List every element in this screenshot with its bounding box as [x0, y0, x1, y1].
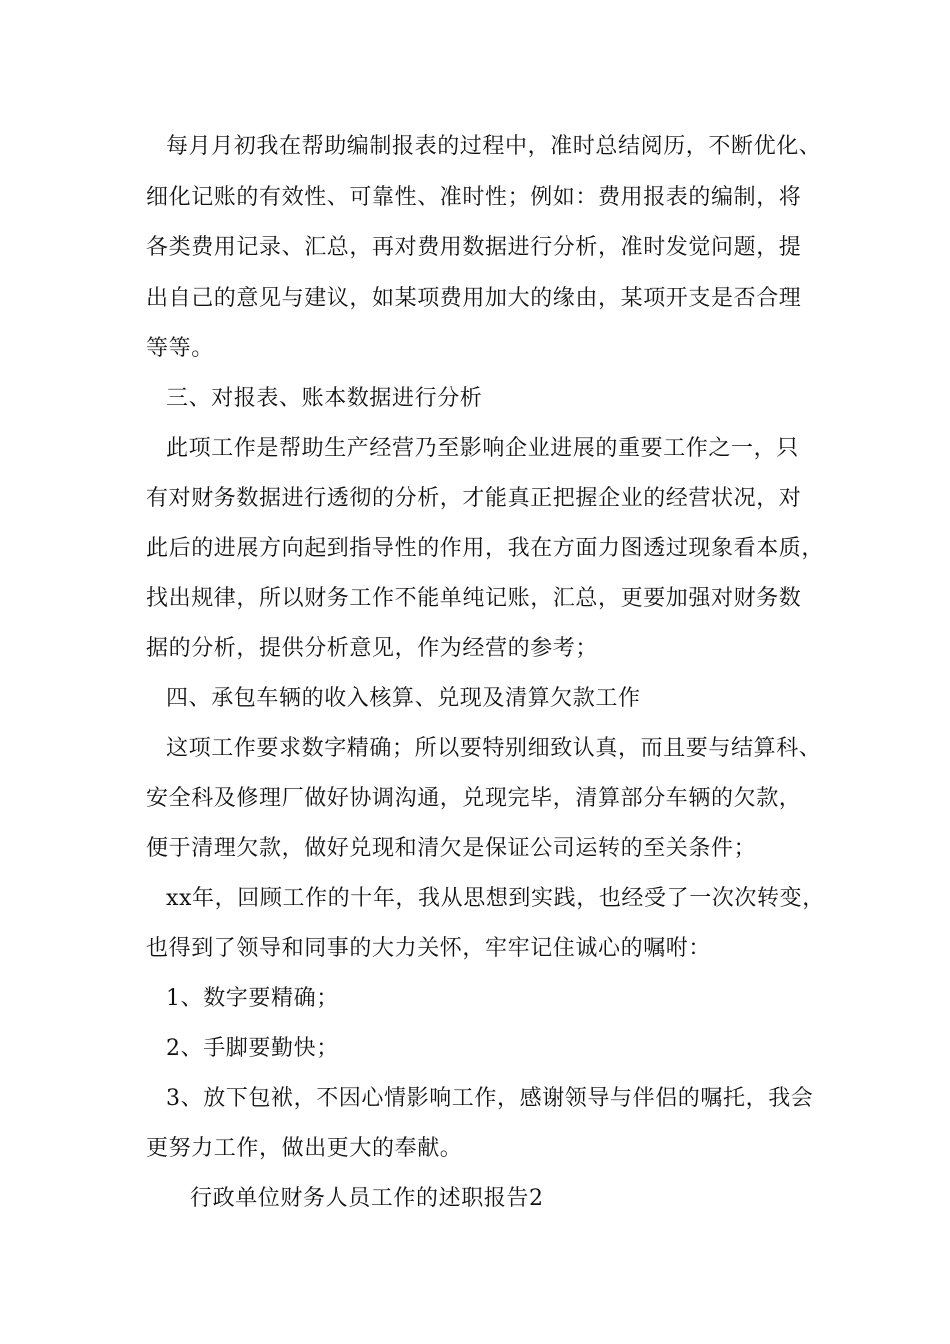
paragraph-line: 出自己的意见与建议，如某项费用加大的缘由，某项开支是否合理: [146, 286, 802, 311]
paragraph-line: 此后的进展方向起到指导性的作用，我在方面力图透过现象看本质，: [146, 536, 825, 561]
paragraph-line: 便于清理欠款，做好兑现和清欠是保证公司运转的至关条件；: [146, 836, 757, 861]
paragraph-line: 有对财务数据进行透彻的分析，才能真正把握企业的经营状况，对: [146, 486, 802, 511]
report-title: 行政单位财务人员工作的述职报告2: [190, 1186, 544, 1211]
paragraph-line: 找出规律，所以财务工作不能单纯记账，汇总，更要加强对财务数: [146, 586, 802, 611]
list-item: 1、数字要精确；: [166, 986, 339, 1011]
paragraph-line: 也得到了领导和同事的大力关怀，牢牢记住诚心的嘱咐：: [146, 936, 712, 961]
paragraph-line: 据的分析，提供分析意见，作为经营的参考；: [146, 636, 599, 661]
paragraph-line: xx年，回顾工作的十年，我从思想到实践，也经受了一次次转变，: [166, 886, 825, 911]
section-heading: 四、承包车辆的收入核算、兑现及清算欠款工作: [166, 686, 641, 711]
paragraph-line: 各类费用记录、汇总，再对费用数据进行分析，准时发觉问题，提: [146, 235, 802, 260]
paragraph-line: 更努力工作，做出更大的奉献。: [146, 1136, 463, 1161]
paragraph-line: 安全科及修理厂做好协调沟通，兑现完毕，清算部分车辆的欠款，: [146, 786, 802, 811]
paragraph-line: 这项工作要求数字精确；所以要特别细致认真，而且要与结算科、: [166, 736, 822, 761]
list-item: 2、手脚要勤快；: [166, 1036, 339, 1061]
paragraph-line: 等等。: [146, 336, 214, 361]
paragraph-line: 此项工作是帮助生产经营乃至影响企业进展的重要工作之一，只: [166, 436, 799, 461]
list-item: 3、放下包袱，不因心情影响工作，感谢领导与伴侣的嘱托，我会: [166, 1086, 814, 1111]
section-heading: 三、对报表、账本数据进行分析: [166, 386, 483, 411]
paragraph-line: 细化记账的有效性、可靠性、准时性；例如：费用报表的编制，将: [146, 185, 802, 210]
paragraph-line: 每月月初我在帮助编制报表的过程中，准时总结阅历，不断优化、: [166, 134, 822, 159]
